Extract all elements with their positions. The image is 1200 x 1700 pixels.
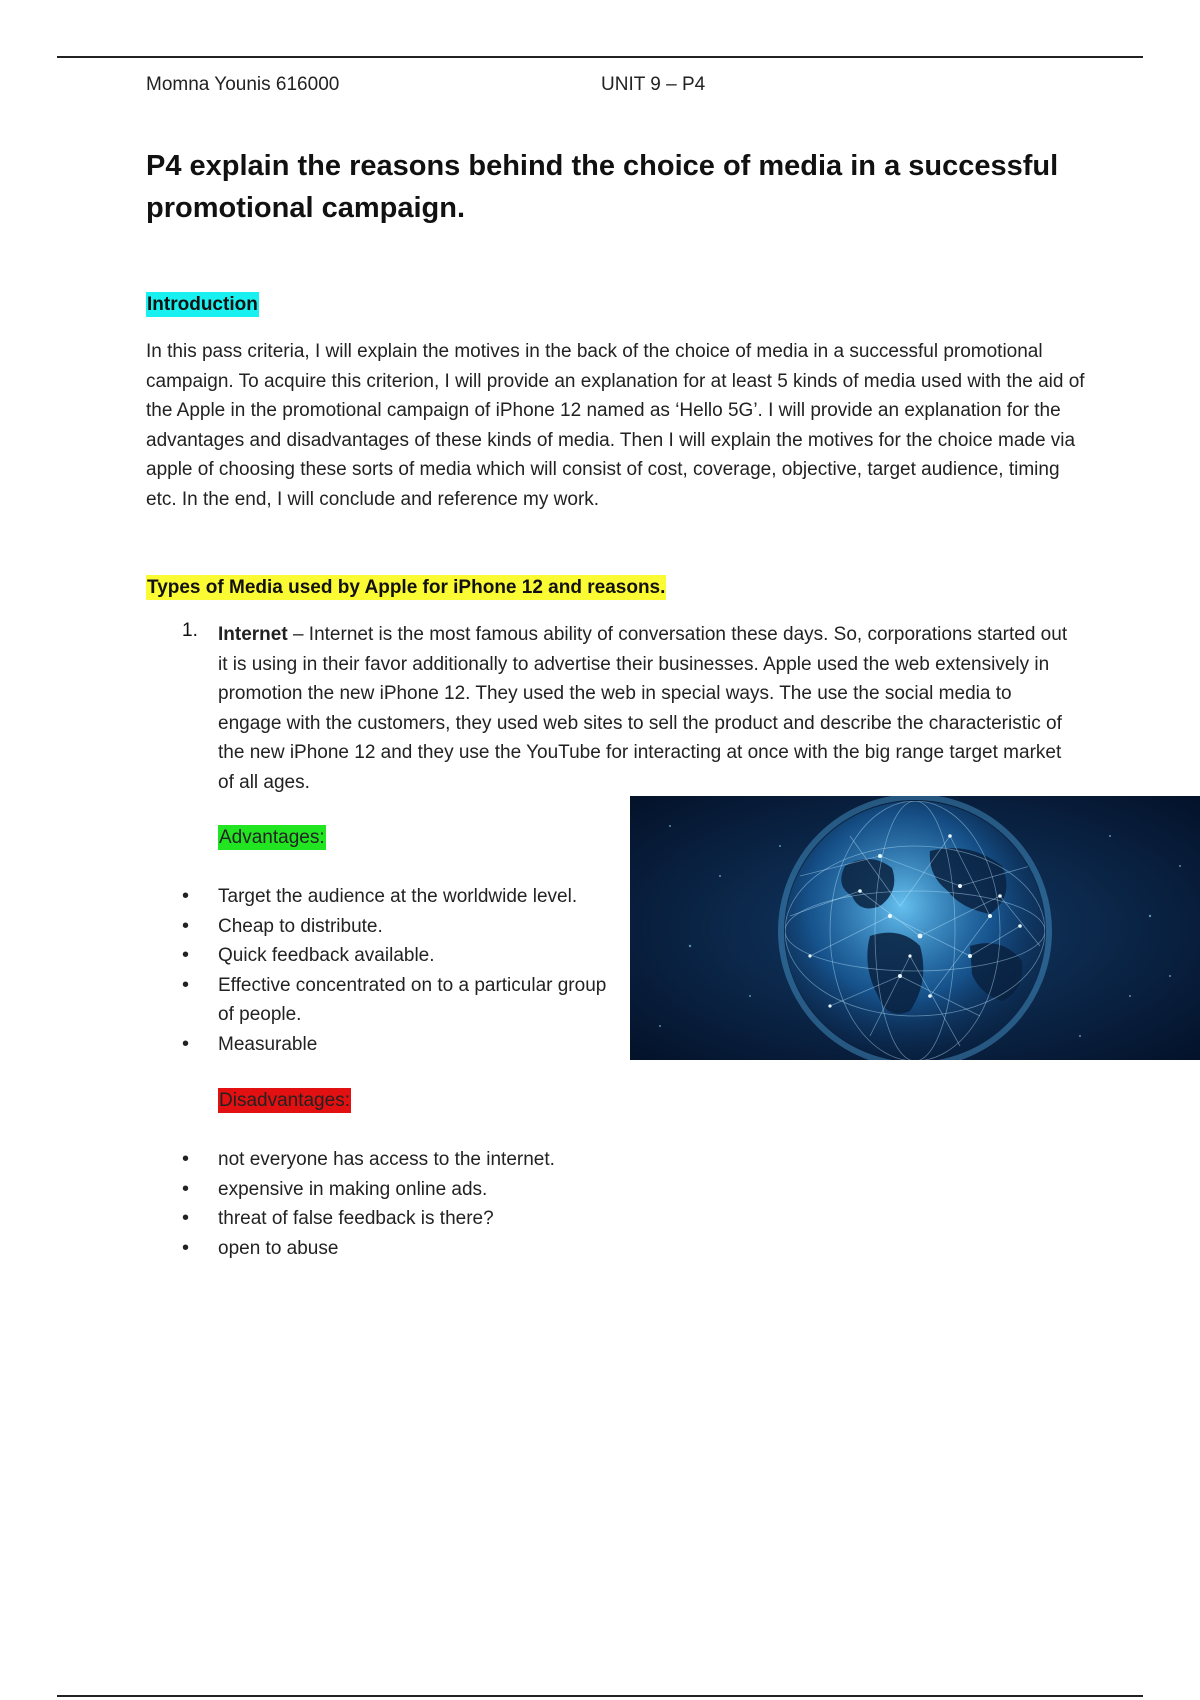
list-item: • Quick feedback available.: [182, 941, 622, 971]
page-title: P4 explain the reasons behind the choice of media in a successful promotional campaign.: [146, 150, 1059, 224]
advantages-label-text: Advantages:: [219, 827, 325, 848]
internet-paragraph: [218, 620, 1078, 797]
list-item: • Cheap to distribute.: [182, 912, 622, 942]
introduction-heading-text: Introduction: [147, 294, 258, 315]
header-author: Momna Younis 616000: [146, 74, 340, 95]
list-item-number: 1.: [182, 620, 198, 641]
list-item: • Target the audience at the worldwide level.: [182, 882, 622, 912]
disadvantages-label: [218, 1090, 351, 1112]
types-heading-text: Types of Media used by Apple for iPhone 12 and reasons.: [147, 577, 666, 598]
list-item: • Measurable: [182, 1030, 622, 1060]
list-item: • expensive in making online ads.: [182, 1175, 782, 1205]
internet-description: – Internet is the most famous ability of conversation these days. So, corporations started out it is using in their favor additionally to advertise their businesses. Apple used the web extensively in promotion the new iPhone 12. They used the web in special ways. The use the social media to engage with the customers, they used web sites to sell the product and describe the characteristic of the new iPhone 12 and they use the YouTube for interacting at once with the big range target market of all ages.: [218, 624, 1068, 793]
top-rule: [57, 56, 1143, 58]
header-unit: UNIT 9 – P4: [601, 74, 706, 95]
list-item: • Effective concentrated on to a particular group of people.: [182, 971, 622, 1030]
list-item: • not everyone has access to the internet.: [182, 1145, 782, 1175]
list-item: • open to abuse: [182, 1234, 782, 1264]
introduction-paragraph: In this pass criteria, I will explain the motives in the back of the choice of media in a successful promotional campaign. To acquire this criterion, I will provide an explanation for at least 5 kinds of media used with the aid of the Apple in the promotional campaign of iPhone 12 named as ‘Hello 5G’. I will provide an explanation for the advantages and disadvantages of these kinds of media. Then I will explain the motives for the choice made via apple of choosing these sorts of media which will consist of cost, coverage, objective, target audience, timing etc. In the end, I will conclude and reference my work.: [146, 341, 1085, 510]
disadvantages-list: [182, 1145, 782, 1263]
advantages-list: [182, 882, 622, 1059]
list-item: • threat of false feedback is there?: [182, 1204, 782, 1234]
internet-term: Internet: [218, 624, 288, 645]
globe-network-icon: [630, 796, 1200, 1060]
types-heading: [146, 577, 666, 599]
bottom-rule: [57, 1695, 1143, 1697]
introduction-heading: [146, 294, 259, 316]
advantages-label: [218, 827, 326, 849]
disadvantages-label-text: Disadvantages:: [219, 1090, 350, 1111]
